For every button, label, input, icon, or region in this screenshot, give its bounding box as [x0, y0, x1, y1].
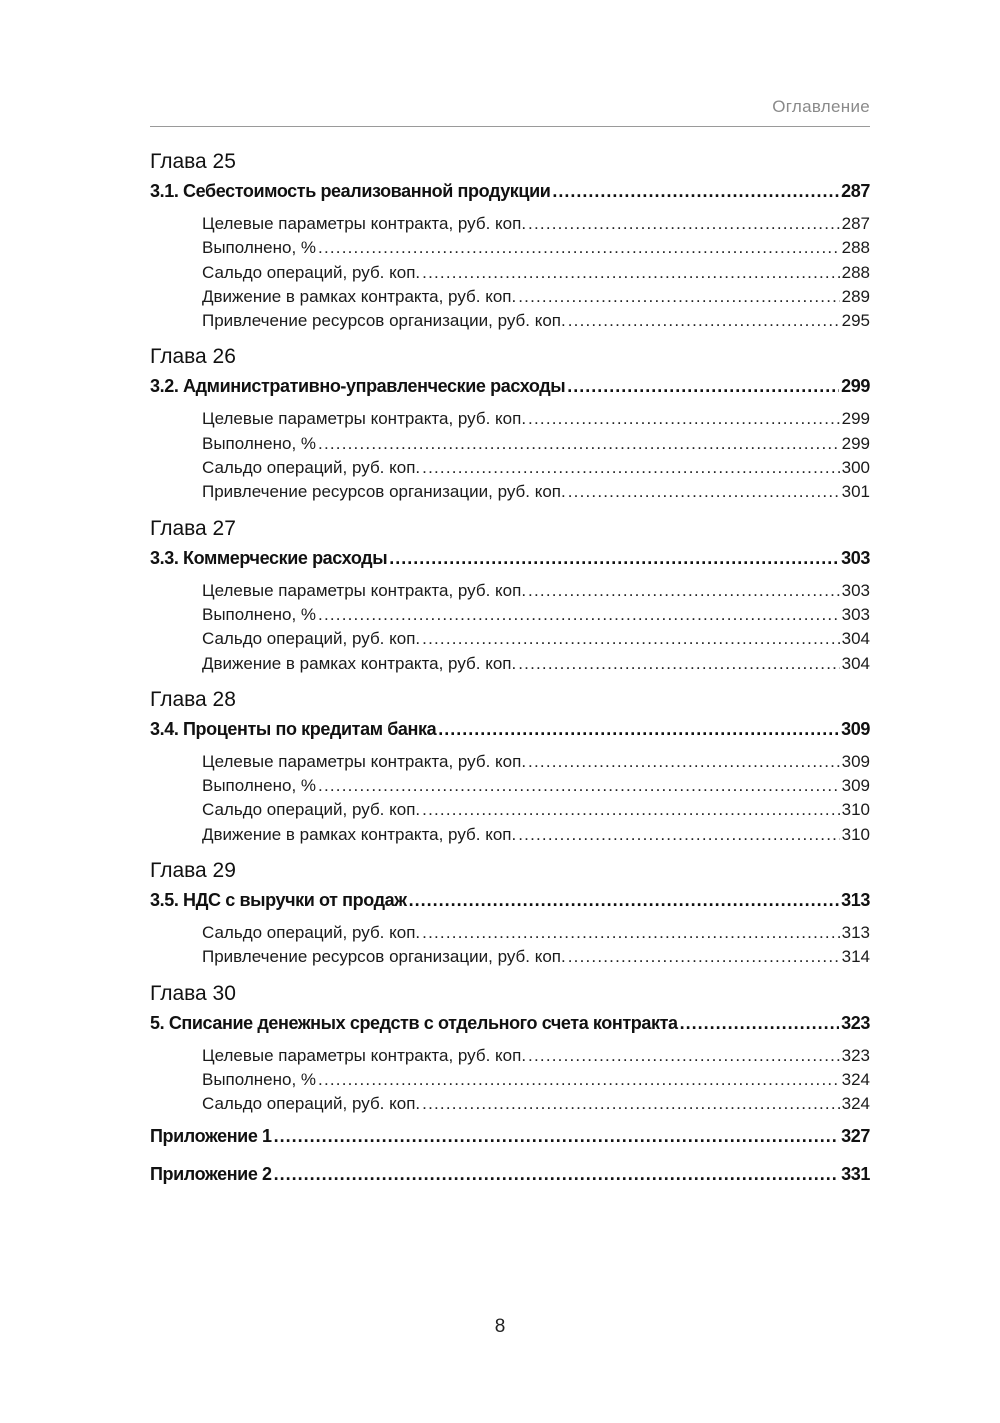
- dot-leader: [568, 309, 840, 333]
- dot-leader: [680, 1008, 840, 1038]
- section-label: 3.5. НДС с выручки от продаж: [150, 890, 407, 911]
- subsection-page: 299: [841, 409, 870, 429]
- chapter-29: [150, 857, 870, 970]
- chapter-26: [150, 343, 870, 504]
- subsection-entry[interactable]: [202, 236, 870, 260]
- subsection-label: Привлечение ресурсов организации, руб. коп.: [202, 947, 566, 967]
- subsection-label: Выполнено, %: [202, 1069, 317, 1089]
- header-rule: [150, 126, 870, 127]
- subsection-page: 295: [841, 311, 870, 331]
- subsection-entry[interactable]: [202, 407, 870, 431]
- chapter-30: [150, 980, 870, 1117]
- subsection-entry[interactable]: [202, 921, 870, 945]
- section-label: 3.4. Проценты по кредитам банка: [150, 718, 437, 739]
- subsection-label: Выполнено, %: [202, 238, 317, 258]
- subsection-page: 301: [841, 482, 870, 502]
- subsection-entry[interactable]: [202, 285, 870, 309]
- subsection-list: [202, 212, 870, 333]
- section-label: 3.3. Коммерческие расходы: [150, 547, 388, 568]
- subsection-label: Сальдо операций, руб. коп.: [202, 629, 421, 649]
- appendix-page: 331: [841, 1163, 870, 1184]
- dot-leader: [422, 1092, 839, 1116]
- subsection-label: Сальдо операций, руб. коп.: [202, 1094, 421, 1114]
- section-page: 299: [841, 376, 870, 397]
- page-number: 8: [494, 1316, 506, 1337]
- dot-leader: [528, 1044, 840, 1068]
- subsection-page: 324: [841, 1094, 870, 1114]
- subsection-label: Выполнено, %: [202, 433, 317, 453]
- section-entry[interactable]: [150, 885, 870, 915]
- subsection-label: Сальдо операций, руб. коп.: [202, 923, 421, 943]
- subsection-label: Выполнено, %: [202, 776, 317, 796]
- dot-leader: [422, 921, 839, 945]
- subsection-page: 314: [841, 947, 870, 967]
- subsection-entry[interactable]: [202, 456, 870, 480]
- subsection-label: Привлечение ресурсов организации, руб. коп.: [202, 311, 566, 331]
- subsection-entry[interactable]: [202, 1044, 870, 1068]
- subsection-entry[interactable]: [202, 212, 870, 236]
- subsection-entry[interactable]: [202, 945, 870, 969]
- subsection-label: Целевые параметры контракта, руб. коп.: [202, 751, 527, 771]
- subsection-entry[interactable]: [202, 309, 870, 333]
- subsection-page: 304: [841, 653, 870, 673]
- subsection-page: 303: [841, 580, 870, 600]
- subsection-page: 310: [841, 800, 870, 820]
- chapter-title: Глава 26: [150, 345, 236, 369]
- section-page: 313: [841, 890, 870, 911]
- subsection-page: 324: [841, 1069, 870, 1089]
- subsection-label: Сальдо операций, руб. коп.: [202, 800, 421, 820]
- subsection-entry[interactable]: [202, 652, 870, 676]
- subsection-page: 313: [841, 923, 870, 943]
- subsection-list: [202, 921, 870, 970]
- chapter-title: Глава 30: [150, 981, 236, 1005]
- dot-leader: [568, 945, 840, 969]
- section-entry[interactable]: [150, 371, 870, 401]
- dot-leader: [528, 579, 840, 603]
- dot-leader: [422, 627, 839, 651]
- subsection-page: 288: [841, 238, 870, 258]
- subsection-page: 323: [841, 1045, 870, 1065]
- appendix-1-entry[interactable]: [150, 1121, 870, 1151]
- subsection-label: Сальдо операций, руб. коп.: [202, 458, 421, 478]
- dot-leader: [318, 774, 840, 798]
- dot-leader: [518, 652, 839, 676]
- section-entry[interactable]: [150, 176, 870, 206]
- subsection-label: Целевые параметры контракта, руб. коп.: [202, 1045, 527, 1065]
- subsection-page: 288: [841, 262, 870, 282]
- dot-leader: [318, 1068, 840, 1092]
- chapter-27: [150, 515, 870, 676]
- chapter-title: Глава 29: [150, 859, 236, 883]
- dot-leader: [567, 371, 839, 401]
- subsection-label: Движение в рамках контракта, руб. коп.: [202, 653, 517, 673]
- dot-leader: [318, 603, 840, 627]
- appendix-2-entry[interactable]: [150, 1159, 870, 1189]
- section-label: 3.1. Себестоимость реализованной продукции: [150, 181, 551, 201]
- dot-leader: [318, 432, 840, 456]
- subsection-page: 304: [841, 629, 870, 649]
- subsection-label: Движение в рамках контракта, руб. коп.: [202, 824, 517, 844]
- section-page: 309: [841, 718, 870, 739]
- appendix-label: Приложение 2: [150, 1163, 272, 1184]
- dot-leader: [422, 261, 839, 285]
- subsection-label: Привлечение ресурсов организации, руб. коп.: [202, 482, 566, 502]
- dot-leader: [528, 407, 840, 431]
- dot-leader: [438, 714, 839, 744]
- subsection-label: Целевые параметры контракта, руб. коп.: [202, 580, 527, 600]
- dot-leader: [518, 823, 839, 847]
- dot-leader: [422, 798, 839, 822]
- dot-leader: [318, 236, 840, 260]
- subsection-label: Целевые параметры контракта, руб. коп.: [202, 409, 527, 429]
- section-page: 303: [841, 547, 870, 568]
- subsection-list: [202, 750, 870, 847]
- chapter-title: Глава 25: [150, 150, 236, 173]
- dot-leader: [274, 1121, 840, 1151]
- subsection-page: 303: [841, 604, 870, 624]
- subsection-page: 287: [841, 214, 870, 233]
- dot-leader: [568, 480, 840, 504]
- dot-leader: [518, 285, 839, 309]
- dot-leader: [552, 176, 839, 206]
- subsection-page: 310: [841, 824, 870, 844]
- subsection-entry[interactable]: [202, 1068, 870, 1092]
- subsection-entry[interactable]: [202, 480, 870, 504]
- dot-leader: [528, 750, 840, 774]
- subsection-label: Движение в рамках контракта, руб. коп.: [202, 286, 517, 306]
- dot-leader: [409, 885, 840, 915]
- subsection-label: Сальдо операций, руб. коп.: [202, 262, 421, 282]
- running-header: Оглавление: [772, 97, 870, 116]
- dot-leader: [422, 456, 839, 480]
- section-page: 287: [841, 181, 870, 201]
- subsection-page: 300: [841, 458, 870, 478]
- section-label: 5. Списание денежных средств с отдельного счета контракта: [150, 1012, 678, 1033]
- dot-leader: [274, 1159, 840, 1189]
- subsection-list: [202, 407, 870, 504]
- subsection-entry[interactable]: [202, 579, 870, 603]
- section-page: 323: [841, 1012, 870, 1033]
- chapter-28: [150, 686, 870, 847]
- subsection-entry[interactable]: [202, 261, 870, 285]
- appendix-label: Приложение 1: [150, 1125, 272, 1146]
- section-entry[interactable]: [150, 1008, 870, 1038]
- chapter-title: Глава 27: [150, 516, 236, 540]
- subsection-page: 309: [841, 751, 870, 771]
- dot-leader: [528, 212, 840, 236]
- subsection-entry[interactable]: [202, 750, 870, 774]
- section-label: 3.2. Административно-управленческие расходы: [150, 376, 566, 397]
- subsection-entry[interactable]: [202, 627, 870, 651]
- subsection-entry[interactable]: [202, 1092, 870, 1116]
- subsection-entry[interactable]: [202, 432, 870, 456]
- section-entry[interactable]: [150, 543, 870, 573]
- section-entry[interactable]: [150, 714, 870, 744]
- subsection-page: 309: [841, 776, 870, 796]
- subsection-list: [202, 579, 870, 676]
- subsection-entry[interactable]: [202, 603, 870, 627]
- subsection-entry[interactable]: [202, 798, 870, 822]
- appendix-page: 327: [841, 1125, 870, 1146]
- dot-leader: [389, 543, 839, 573]
- chapter-25: [150, 148, 870, 333]
- subsection-entry[interactable]: [202, 823, 870, 847]
- subsection-page: 299: [841, 433, 870, 453]
- subsection-label: Выполнено, %: [202, 604, 317, 624]
- subsection-page: 289: [841, 286, 870, 306]
- table-of-contents: [150, 148, 870, 1189]
- subsection-label: Целевые параметры контракта, руб. коп.: [202, 214, 527, 233]
- subsection-entry[interactable]: [202, 774, 870, 798]
- chapter-title: Глава 28: [150, 687, 236, 711]
- subsection-list: [202, 1044, 870, 1117]
